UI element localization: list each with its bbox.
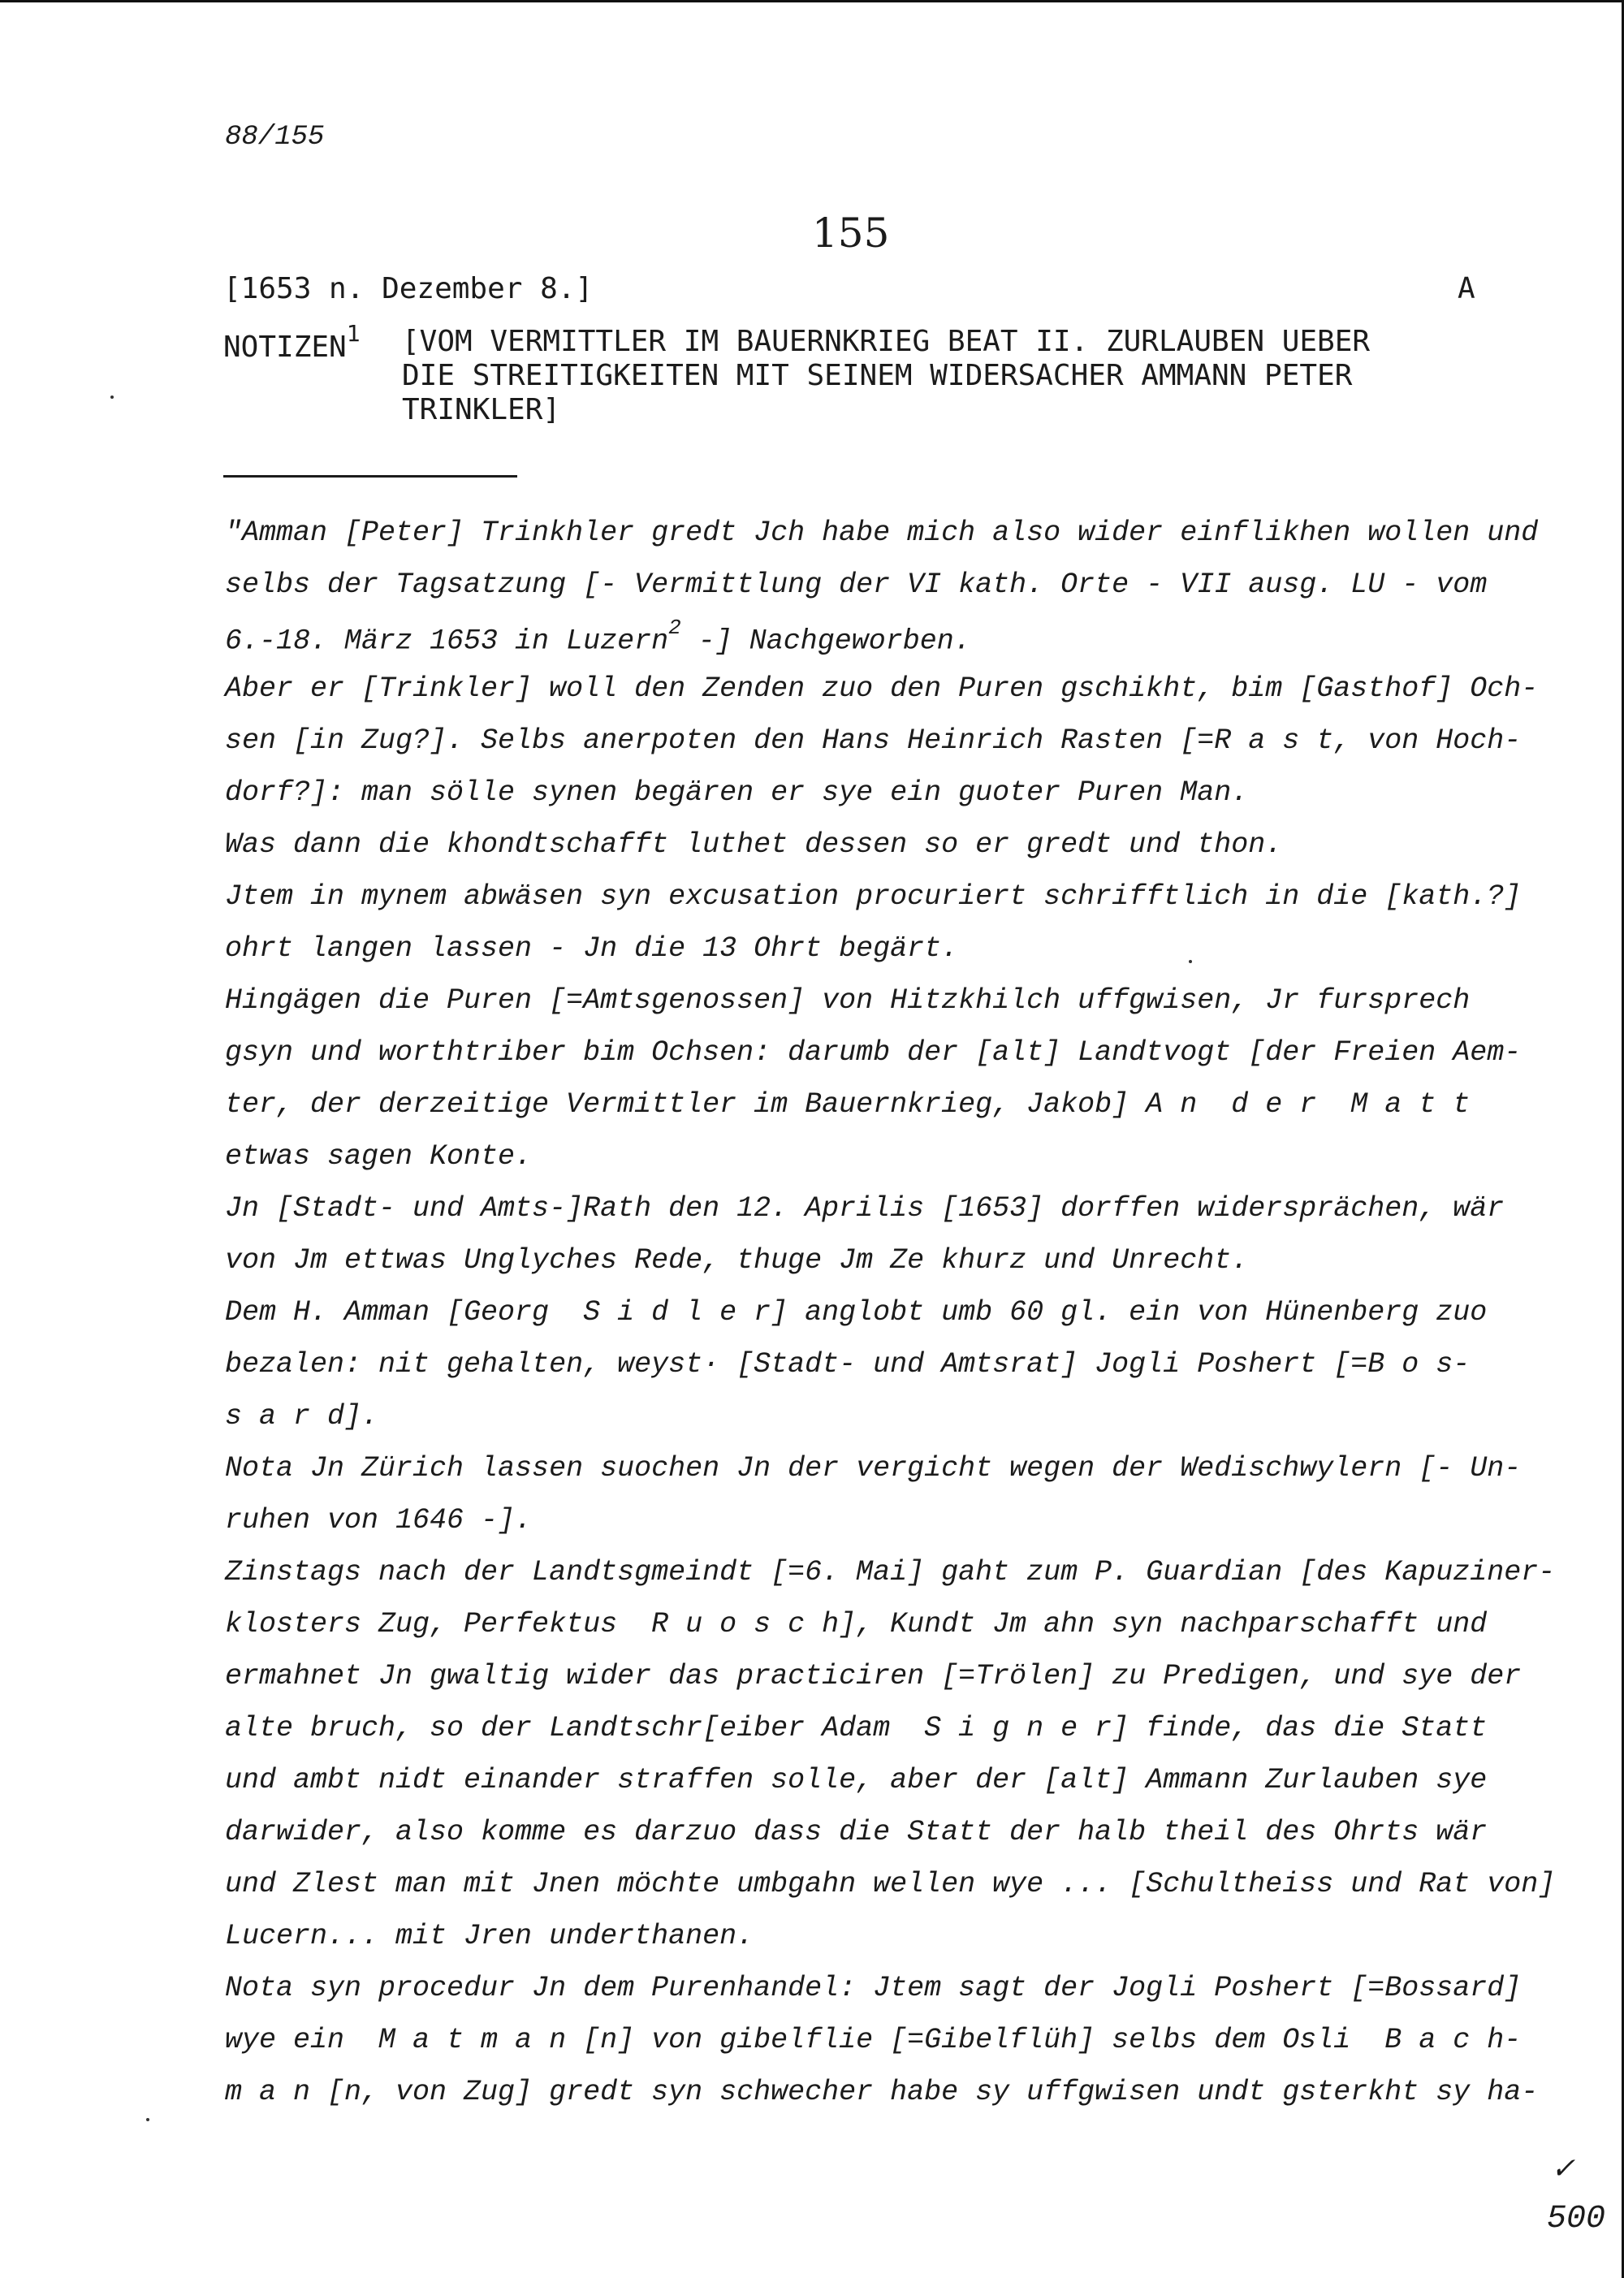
- handwritten-number: 500: [1547, 2201, 1606, 2237]
- document-title: [402, 325, 1514, 427]
- archive-reference: 88/155: [225, 122, 325, 153]
- text-line: Zinstags nach der Landtsgmeindt [=6. Mai] gaht zum P. Guardian [des Kapuziner-: [225, 1556, 1556, 1589]
- document-date: [1653 n. Dezember 8.]: [223, 272, 594, 305]
- document-label: [223, 320, 361, 364]
- title-line: TRINKLER]: [402, 393, 561, 426]
- text-line: selbs der Tagsatzung [- Vermittlung der VI kath. Orte - VII ausg. LU - vom: [225, 568, 1488, 601]
- title-line: DIE STREITIGKEITEN MIT SEINEM WIDERSACHER AMMANN PETER: [402, 359, 1353, 392]
- text-line: Nota syn procedur Jn dem Purenhandel: Jtem sagt der Jogli Poshert [=Bossard]: [225, 1972, 1522, 2004]
- text-line: gsyn und worthtriber bim Ochsen: darumb der [alt] Landtvogt [der Freien Aem-: [225, 1036, 1522, 1069]
- text-line: dorf?]: man sölle synen begären er sye ein guoter Puren Man.: [225, 776, 1249, 809]
- text-line: ohrt langen lassen - Jn die 13 Ohrt begärt.: [225, 932, 959, 965]
- label-text: NOTIZEN: [223, 331, 347, 364]
- text-line: Dem H. Amman [Georg S i d l e r] anglobt umb 60 gl. ein von Hünenberg zuo: [225, 1296, 1488, 1329]
- text-line: m a n [n, von Zug] gredt syn schwecher habe sy uffgwisen undt gsterkht sy ha-: [225, 2076, 1539, 2108]
- text-line: Jn [Stadt- und Amts-]Rath den 12. Aprilis [1653] dorffen widersprächen, wär: [225, 1192, 1505, 1225]
- text-line: sen [in Zug?]. Selbs anerpoten den Hans Heinrich Rasten [=R a s t, von Hoch-: [225, 724, 1522, 757]
- scan-speck: [110, 396, 114, 399]
- page-top-border: [0, 0, 1624, 2]
- version-letter: A: [1458, 272, 1475, 305]
- text-line: klosters Zug, Perfektus R u o s c h], Kundt Jm ahn syn nachparschafft und: [225, 1608, 1488, 1640]
- text-line: Was dann die khondtschafft luthet dessen so er gredt und thon.: [225, 828, 1283, 861]
- text-line: darwider, also komme es darzuo dass die Statt der halb theil des Ohrts wär: [225, 1816, 1488, 1848]
- text-line: etwas sagen Konte.: [225, 1140, 533, 1173]
- text-line: ter, der derzeitige Vermittler im Bauernkrieg, Jakob] A n d e r M a t t: [225, 1088, 1471, 1121]
- title-line: [VOM VERMITTLER IM BAUERNKRIEG BEAT II. ZURLAUBEN UEBER: [402, 325, 1371, 358]
- text-line: alte bruch, so der Landtschr[eiber Adam S i g n e r] finde, das die Statt: [225, 1712, 1488, 1744]
- text-line: wye ein M a t m a n [n] von gibelflie [=Gibelflüh] selbs dem Osli B a c h-: [225, 2024, 1522, 2056]
- page-number: 155: [812, 210, 890, 257]
- text-line-part: -] Nachgeworben.: [680, 625, 971, 658]
- text-line: ruhen von 1646 -].: [225, 1504, 533, 1537]
- text-line: Jtem in mynem abwäsen syn excusation procuriert schrifftlich in die [kath.?]: [225, 880, 1522, 913]
- text-line: [225, 616, 971, 658]
- handwritten-check-mark: ✓: [1551, 2154, 1576, 2187]
- footnote-marker: 2: [668, 616, 681, 640]
- text-line: bezalen: nit gehalten, weyst· [Stadt- und Amtsrat] Jogli Poshert [=B o s-: [225, 1348, 1471, 1381]
- text-line: und Zlest man mit Jnen möchte umbgahn wellen wye ... [Schultheiss und Rat von]: [225, 1868, 1556, 1900]
- text-line: ermahnet Jn gwaltig wider das practiciren [=Trölen] zu Predigen, und sye der: [225, 1660, 1522, 1692]
- title-divider: [223, 475, 517, 478]
- text-line: Aber er [Trinkler] woll den Zenden zuo den Puren gschikht, bim [Gasthof] Och-: [225, 672, 1539, 705]
- text-line: Hingägen die Puren [=Amtsgenossen] von Hitzkhilch uffgwisen, Jr fursprech: [225, 984, 1471, 1017]
- text-line: "Amman [Peter] Trinkhler gredt Jch habe mich also wider einflikhen wollen und: [225, 517, 1539, 549]
- scan-speck: [146, 2118, 149, 2121]
- text-line: Nota Jn Zürich lassen suochen Jn der vergicht wegen der Wedischwylern [- Un-: [225, 1452, 1522, 1485]
- text-line: von Jm ettwas Unglyches Rede, thuge Jm Ze khurz und Unrecht.: [225, 1244, 1249, 1277]
- text-line: Lucern... mit Jren underthanen.: [225, 1920, 754, 1952]
- text-line: s a r d].: [225, 1400, 379, 1433]
- text-line-part: 6.-18. März 1653 in Luzern: [225, 625, 669, 658]
- text-line: und ambt nidt einander straffen solle, aber der [alt] Ammann Zurlauben sye: [225, 1764, 1488, 1796]
- scan-speck: [1189, 960, 1192, 963]
- label-footnote: 1: [346, 320, 361, 347]
